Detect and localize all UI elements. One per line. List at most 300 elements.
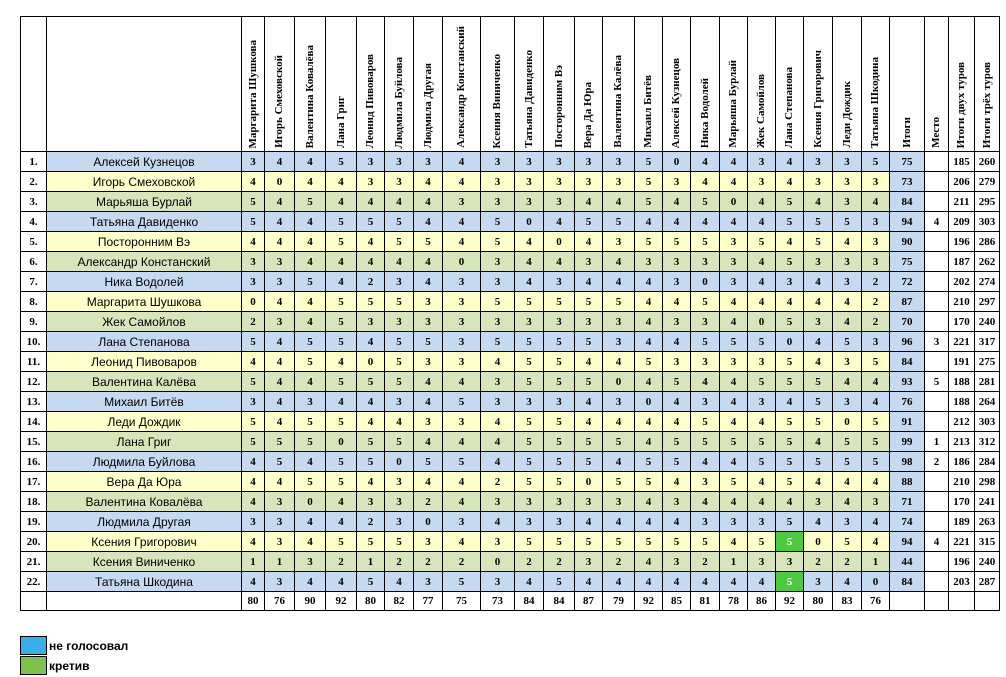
vote-cell: 2 (862, 292, 890, 312)
table-row (21, 352, 1000, 372)
vote-cell: 3 (544, 192, 575, 212)
vote-cell: 4 (635, 272, 663, 292)
vote-cell: 4 (414, 272, 443, 292)
vote-cell: 3 (515, 392, 544, 412)
vote-cell: 3 (603, 152, 635, 172)
vote-cell: 0 (544, 232, 575, 252)
two-rounds-cell: 209 (949, 212, 975, 232)
vote-cell: 5 (776, 512, 804, 532)
vote-cell: 5 (326, 152, 357, 172)
vote-cell: 3 (481, 532, 515, 552)
header-row (21, 17, 1000, 152)
vote-cell: 3 (720, 272, 748, 292)
participant-name: Лана Григ (47, 432, 242, 452)
vote-cell: 4 (357, 332, 385, 352)
vote-cell: 4 (720, 392, 748, 412)
vote-cell: 4 (691, 452, 720, 472)
row-number: 4. (21, 212, 47, 232)
total-cell: 99 (890, 432, 925, 452)
two-rounds-cell: 196 (949, 232, 975, 252)
column-header-label: Михаил Битёв (642, 75, 654, 148)
vote-cell: 4 (295, 212, 326, 232)
participant-name: Игорь Смеховской (47, 172, 242, 192)
vote-cell: 4 (265, 152, 295, 172)
column-header (748, 17, 776, 152)
vote-cell: 3 (544, 512, 575, 532)
table-row (21, 492, 1000, 512)
column-header-label: Лана Степанова (783, 66, 795, 148)
vote-cell: 5 (265, 432, 295, 452)
vote-cell: 4 (603, 252, 635, 272)
vote-cell: 4 (748, 192, 776, 212)
column-header (635, 17, 663, 152)
vote-cell: 4 (575, 412, 603, 432)
participant-name: Алексей Кузнецов (47, 152, 242, 172)
vote-cell: 5 (515, 532, 544, 552)
vote-cell: 4 (720, 372, 748, 392)
vote-cell: 5 (603, 432, 635, 452)
vote-cell: 4 (776, 292, 804, 312)
two-rounds-cell: 202 (949, 272, 975, 292)
three-rounds-cell: 315 (975, 532, 1000, 552)
three-rounds-cell: 262 (975, 252, 1000, 272)
participant-name: Жек Самойлов (47, 312, 242, 332)
vote-cell: 0 (575, 472, 603, 492)
row-number: 21. (21, 552, 47, 572)
vote-cell: 4 (635, 512, 663, 532)
vote-cell: 4 (357, 192, 385, 212)
vote-cell: 4 (748, 412, 776, 432)
column-header (481, 17, 515, 152)
vote-cell: 4 (635, 372, 663, 392)
footer-blank (975, 592, 1000, 611)
vote-cell: 5 (481, 232, 515, 252)
total-cell: 98 (890, 452, 925, 472)
votes-table (20, 16, 1000, 611)
vote-cell: 0 (804, 532, 833, 552)
vote-cell: 4 (603, 452, 635, 472)
vote-cell: 4 (720, 312, 748, 332)
vote-cell: 3 (603, 492, 635, 512)
vote-cell: 4 (833, 232, 862, 252)
table-row (21, 212, 1000, 232)
vote-cell: 2 (804, 552, 833, 572)
vote-cell: 3 (443, 332, 481, 352)
vote-cell: 5 (635, 192, 663, 212)
vote-cell: 5 (635, 452, 663, 472)
vote-cell: 3 (804, 172, 833, 192)
vote-cell: 5 (242, 212, 265, 232)
footer-blank (47, 592, 242, 611)
vote-cell: 4 (414, 192, 443, 212)
place-cell (925, 172, 949, 192)
vote-cell: 4 (295, 532, 326, 552)
vote-cell: 5 (357, 292, 385, 312)
three-rounds-cell: 284 (975, 452, 1000, 472)
vote-cell: 4 (833, 292, 862, 312)
vote-cell: 4 (720, 172, 748, 192)
vote-cell: 4 (295, 152, 326, 172)
table-row (21, 392, 1000, 412)
table-row (21, 192, 1000, 212)
vote-cell: 3 (748, 552, 776, 572)
vote-cell: 4 (265, 412, 295, 432)
vote-cell: 0 (357, 352, 385, 372)
vote-cell: 3 (663, 272, 691, 292)
column-header (544, 17, 575, 152)
column-sum: 80 (242, 592, 265, 611)
table-row (21, 432, 1000, 452)
vote-cell: 5 (242, 432, 265, 452)
vote-cell: 5 (663, 232, 691, 252)
vote-cell: 5 (663, 452, 691, 472)
vote-cell: 3 (414, 292, 443, 312)
column-header (925, 17, 949, 152)
vote-cell: 5 (603, 212, 635, 232)
vote-cell: 4 (720, 532, 748, 552)
vote-cell: 0 (385, 452, 414, 472)
vote-cell: 4 (862, 472, 890, 492)
vote-cell: 4 (515, 232, 544, 252)
vote-cell: 3 (265, 532, 295, 552)
column-header (357, 17, 385, 152)
three-rounds-cell: 264 (975, 392, 1000, 412)
vote-cell: 3 (515, 512, 544, 532)
vote-cell: 5 (575, 332, 603, 352)
column-sum: 83 (833, 592, 862, 611)
table-row (21, 272, 1000, 292)
table-row (21, 532, 1000, 552)
vote-cell: 3 (357, 172, 385, 192)
three-rounds-cell: 287 (975, 572, 1000, 592)
vote-cell: 0 (481, 552, 515, 572)
vote-cell: 4 (635, 432, 663, 452)
vote-cell: 4 (295, 512, 326, 532)
vote-cell: 2 (357, 512, 385, 532)
footer-row (21, 592, 1000, 611)
vote-cell: 5 (663, 532, 691, 552)
vote-cell: 5 (481, 292, 515, 312)
vote-cell: 5 (804, 372, 833, 392)
vote-cell: 5 (603, 472, 635, 492)
vote-cell: 3 (833, 192, 862, 212)
vote-cell: 5 (544, 472, 575, 492)
two-rounds-cell: 210 (949, 472, 975, 492)
vote-cell: 5 (776, 532, 804, 552)
two-rounds-cell: 221 (949, 332, 975, 352)
column-header-label: Вера Да Юра (582, 81, 594, 148)
vote-cell: 4 (663, 572, 691, 592)
vote-cell: 0 (603, 372, 635, 392)
vote-cell: 4 (443, 532, 481, 552)
vote-cell: 3 (443, 512, 481, 532)
vote-cell: 5 (544, 352, 575, 372)
place-cell (925, 512, 949, 532)
two-rounds-cell: 170 (949, 312, 975, 332)
vote-cell: 3 (720, 352, 748, 372)
vote-cell: 4 (603, 412, 635, 432)
vote-cell: 4 (326, 272, 357, 292)
three-rounds-cell: 241 (975, 492, 1000, 512)
vote-cell: 3 (515, 492, 544, 512)
vote-cell: 4 (357, 232, 385, 252)
participant-name: Александр Констанский (47, 252, 242, 272)
row-number: 1. (21, 152, 47, 172)
vote-cell: 4 (862, 392, 890, 412)
column-sum: 92 (776, 592, 804, 611)
row-number: 12. (21, 372, 47, 392)
vote-cell: 4 (481, 512, 515, 532)
row-number: 3. (21, 192, 47, 212)
vote-cell: 5 (776, 192, 804, 212)
vote-cell: 4 (443, 372, 481, 392)
vote-cell: 4 (265, 332, 295, 352)
vote-cell: 3 (575, 492, 603, 512)
vote-cell: 3 (603, 312, 635, 332)
vote-cell: 5 (357, 432, 385, 452)
vote-cell: 3 (385, 512, 414, 532)
vote-cell: 5 (326, 452, 357, 472)
vote-cell: 5 (443, 452, 481, 472)
row-number: 7. (21, 272, 47, 292)
vote-cell: 5 (544, 412, 575, 432)
participant-name: Марьяша Бурлай (47, 192, 242, 212)
participant-name: Людмила Другая (47, 512, 242, 532)
column-sum: 73 (481, 592, 515, 611)
vote-cell: 5 (776, 412, 804, 432)
two-rounds-cell: 210 (949, 292, 975, 312)
row-number: 14. (21, 412, 47, 432)
column-sum: 79 (603, 592, 635, 611)
column-header-label: Людмила Буйлова (392, 56, 405, 148)
place-cell (925, 272, 949, 292)
vote-cell: 5 (776, 212, 804, 232)
three-rounds-cell: 275 (975, 352, 1000, 372)
vote-cell: 2 (833, 552, 862, 572)
vote-cell: 3 (295, 552, 326, 572)
vote-cell: 2 (862, 272, 890, 292)
vote-cell: 3 (663, 252, 691, 272)
vote-cell: 4 (603, 272, 635, 292)
total-cell: 90 (890, 232, 925, 252)
vote-cell: 5 (776, 432, 804, 452)
vote-cell: 0 (720, 192, 748, 212)
vote-cell: 3 (265, 252, 295, 272)
column-header-label: Леонид Пивоваров (364, 53, 376, 148)
vote-cell: 5 (481, 212, 515, 232)
vote-cell: 3 (443, 412, 481, 432)
vote-cell: 5 (776, 572, 804, 592)
vote-cell: 4 (443, 212, 481, 232)
vote-cell: 3 (603, 332, 635, 352)
vote-cell: 5 (691, 532, 720, 552)
vote-cell: 4 (804, 192, 833, 212)
vote-cell: 0 (691, 272, 720, 292)
row-number: 6. (21, 252, 47, 272)
vote-cell: 4 (635, 212, 663, 232)
vote-cell: 4 (295, 292, 326, 312)
vote-cell: 0 (295, 492, 326, 512)
three-rounds-cell: 297 (975, 292, 1000, 312)
vote-cell: 4 (804, 272, 833, 292)
vote-cell: 3 (481, 392, 515, 412)
vote-cell: 5 (804, 212, 833, 232)
vote-cell: 5 (691, 192, 720, 212)
column-header-label: Марьяша Бурлай (727, 60, 739, 148)
vote-cell: 3 (833, 172, 862, 192)
vote-cell: 3 (603, 392, 635, 412)
vote-cell: 4 (443, 492, 481, 512)
column-header-label: Итоги (900, 117, 913, 148)
vote-cell: 3 (515, 192, 544, 212)
vote-cell: 5 (833, 432, 862, 452)
vote-cell: 5 (635, 172, 663, 192)
vote-cell: 4 (575, 512, 603, 532)
vote-cell: 4 (242, 492, 265, 512)
participant-name: Ксения Григорович (47, 532, 242, 552)
vote-cell: 3 (663, 492, 691, 512)
vote-cell: 4 (481, 352, 515, 372)
total-cell: 75 (890, 252, 925, 272)
vote-cell: 3 (575, 252, 603, 272)
vote-cell: 5 (326, 332, 357, 352)
column-sum: 90 (295, 592, 326, 611)
vote-cell: 5 (385, 232, 414, 252)
column-header (663, 17, 691, 152)
legend-label: не голосовал (49, 638, 129, 653)
vote-cell: 3 (414, 312, 443, 332)
vote-cell: 0 (833, 412, 862, 432)
vote-cell: 5 (515, 412, 544, 432)
vote-cell: 4 (691, 152, 720, 172)
vote-cell: 5 (575, 212, 603, 232)
table-row (21, 252, 1000, 272)
vote-cell: 3 (544, 312, 575, 332)
vote-cell: 5 (748, 432, 776, 452)
table-row (21, 172, 1000, 192)
vote-cell: 5 (776, 472, 804, 492)
vote-cell: 5 (295, 352, 326, 372)
vote-cell: 4 (720, 212, 748, 232)
table-row (21, 152, 1000, 172)
vote-cell: 0 (326, 432, 357, 452)
vote-cell: 4 (603, 572, 635, 592)
vote-cell: 3 (862, 172, 890, 192)
vote-cell: 1 (265, 552, 295, 572)
two-rounds-cell: 213 (949, 432, 975, 452)
column-sum: 86 (748, 592, 776, 611)
vote-cell: 4 (326, 352, 357, 372)
vote-cell: 2 (414, 552, 443, 572)
vote-cell: 3 (862, 212, 890, 232)
vote-cell: 4 (414, 432, 443, 452)
vote-cell: 2 (691, 552, 720, 572)
column-header-label: Место (930, 117, 942, 148)
vote-cell: 2 (357, 272, 385, 292)
vote-cell: 5 (242, 332, 265, 352)
column-sum: 77 (414, 592, 443, 611)
vote-cell: 4 (515, 272, 544, 292)
column-sum: 87 (575, 592, 603, 611)
three-rounds-cell: 303 (975, 212, 1000, 232)
column-sum: 78 (720, 592, 748, 611)
vote-cell: 4 (544, 212, 575, 232)
row-number: 8. (21, 292, 47, 312)
vote-cell: 3 (748, 512, 776, 532)
vote-cell: 4 (295, 452, 326, 472)
vote-cell: 4 (414, 392, 443, 412)
place-cell (925, 252, 949, 272)
vote-cell: 3 (776, 552, 804, 572)
vote-cell: 4 (357, 472, 385, 492)
column-header (833, 17, 862, 152)
vote-cell: 5 (357, 572, 385, 592)
vote-cell: 3 (515, 152, 544, 172)
vote-cell: 3 (385, 152, 414, 172)
column-header-label: Итоги двух туров (955, 61, 967, 148)
vote-cell: 5 (776, 312, 804, 332)
vote-cell: 4 (575, 392, 603, 412)
vote-cell: 3 (295, 392, 326, 412)
row-number: 11. (21, 352, 47, 372)
vote-cell: 4 (265, 472, 295, 492)
vote-cell: 4 (663, 332, 691, 352)
column-header-label: Посторонним Вэ (552, 65, 565, 148)
vote-cell: 3 (603, 232, 635, 252)
column-sum: 81 (691, 592, 720, 611)
vote-cell: 5 (443, 392, 481, 412)
three-rounds-cell: 281 (975, 372, 1000, 392)
vote-cell: 4 (663, 512, 691, 532)
vote-cell: 4 (481, 452, 515, 472)
vote-cell: 5 (776, 452, 804, 472)
vote-cell: 0 (443, 252, 481, 272)
column-sum: 76 (265, 592, 295, 611)
participant-name: Леонид Пивоваров (47, 352, 242, 372)
vote-cell: 5 (544, 432, 575, 452)
column-header-label: Леди Дождик (840, 81, 853, 148)
vote-cell: 5 (833, 452, 862, 472)
row-number: 9. (21, 312, 47, 332)
vote-cell: 4 (691, 172, 720, 192)
footer-blank (925, 592, 949, 611)
vote-cell: 5 (414, 232, 443, 252)
total-cell: 44 (890, 552, 925, 572)
vote-cell: 4 (862, 192, 890, 212)
two-rounds-cell: 196 (949, 552, 975, 572)
vote-cell: 3 (575, 172, 603, 192)
vote-cell: 4 (804, 292, 833, 312)
vote-cell: 3 (720, 252, 748, 272)
vote-cell: 5 (326, 212, 357, 232)
row-number: 18. (21, 492, 47, 512)
vote-cell: 4 (748, 572, 776, 592)
vote-cell: 5 (242, 192, 265, 212)
participant-name: Татьяна Давиденко (47, 212, 242, 232)
vote-cell: 5 (748, 372, 776, 392)
vote-cell: 4 (385, 192, 414, 212)
vote-cell: 5 (414, 452, 443, 472)
vote-cell: 4 (414, 172, 443, 192)
vote-cell: 4 (265, 212, 295, 232)
two-rounds-cell: 203 (949, 572, 975, 592)
vote-cell: 3 (443, 192, 481, 212)
vote-cell: 4 (575, 272, 603, 292)
vote-cell: 4 (804, 512, 833, 532)
vote-cell: 5 (575, 372, 603, 392)
vote-cell: 3 (414, 572, 443, 592)
column-header (242, 17, 265, 152)
